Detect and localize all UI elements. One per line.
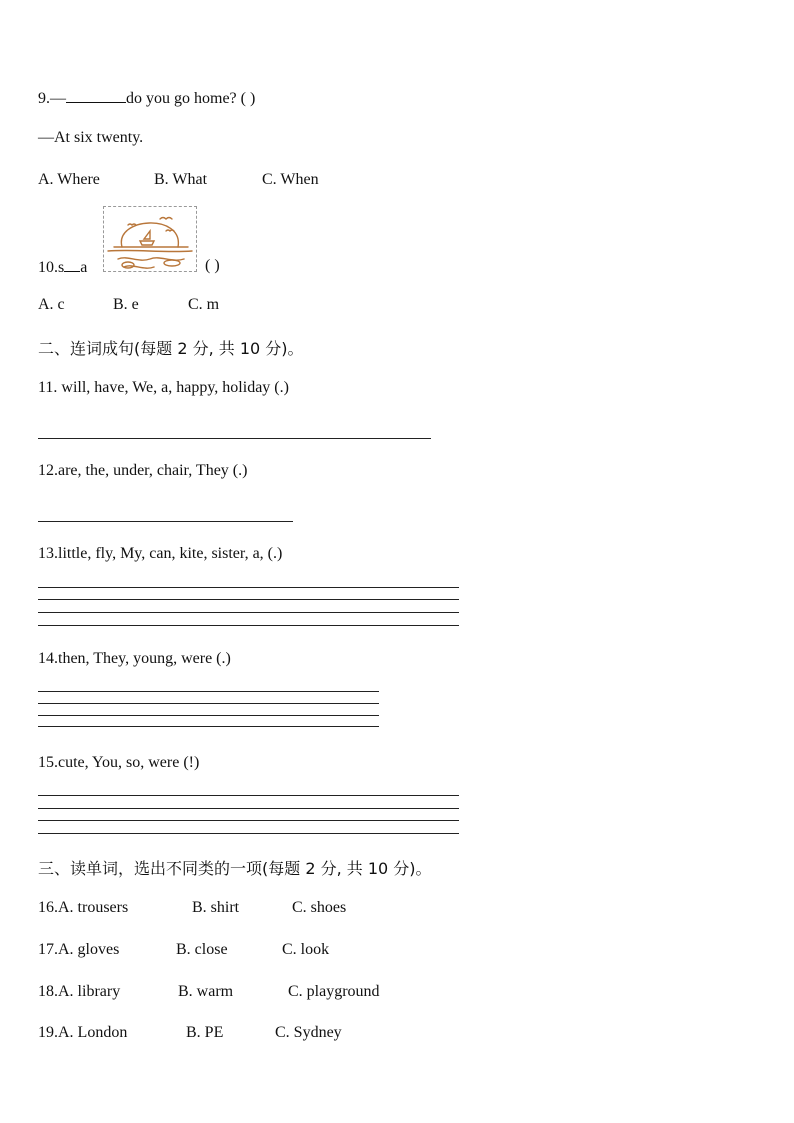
q14-answer-line[interactable] (38, 726, 379, 727)
q18-option-c[interactable]: C. playground (288, 983, 380, 1000)
q9-options (38, 171, 319, 189)
section-2-title: 二、连词成句(每题 2 分, 共 10 分)。 (38, 339, 304, 358)
q13-answer-line[interactable] (38, 599, 459, 600)
q19-option-c[interactable]: C. Sydney (275, 1024, 342, 1041)
q16-option-c[interactable]: C. shoes (292, 899, 347, 916)
question-17 (38, 941, 330, 959)
q17-number: 17. (38, 941, 58, 958)
q10-paren: ( ) (205, 257, 220, 274)
q9-option-b[interactable]: B. What (154, 171, 208, 188)
q10-option-c[interactable]: C. m (188, 296, 220, 313)
q10-prefix: 10.s (38, 259, 65, 276)
q11-answer-line[interactable] (38, 438, 431, 439)
sunset-sea-picture (103, 206, 197, 272)
question-9 (38, 88, 255, 108)
q15-answer-line[interactable] (38, 795, 459, 796)
q12-answer-line[interactable] (38, 521, 293, 522)
q15-answer-line[interactable] (38, 808, 459, 809)
q9-prefix: 9.— (38, 90, 66, 107)
q9-blank[interactable] (66, 88, 126, 103)
q15-answer-line[interactable] (38, 820, 459, 821)
question-11: 11. will, have, We, a, happy, holiday (.) (38, 379, 289, 396)
q17-option-a[interactable]: A. gloves (58, 941, 120, 958)
q13-answer-line[interactable] (38, 587, 459, 588)
q10-option-a[interactable]: A. c (38, 296, 65, 313)
question-18 (38, 983, 380, 1001)
q14-answer-line[interactable] (38, 715, 379, 716)
q9-option-c[interactable]: C. When (262, 171, 319, 188)
q18-option-a[interactable]: A. library (58, 983, 121, 1000)
question-15: 15.cute, You, so, were (!) (38, 754, 200, 771)
sunset-sea-icon (104, 207, 196, 271)
q18-number: 18. (38, 983, 58, 1000)
q15-answer-line[interactable] (38, 833, 459, 834)
q19-option-a[interactable]: A. London (58, 1024, 128, 1041)
q14-answer-line[interactable] (38, 703, 379, 704)
q10-letter: a (80, 259, 88, 276)
question-14: 14.then, They, young, were (.) (38, 650, 231, 667)
q14-answer-line[interactable] (38, 691, 379, 692)
q19-option-b[interactable]: B. PE (186, 1024, 224, 1041)
q18-option-b[interactable]: B. warm (178, 983, 234, 1000)
q17-option-c[interactable]: C. look (282, 941, 330, 958)
q13-answer-line[interactable] (38, 612, 459, 613)
q10-blank[interactable] (64, 257, 80, 272)
q10-options (38, 296, 220, 314)
q16-option-a[interactable]: A. trousers (58, 899, 129, 916)
question-13: 13.little, fly, My, can, kite, sister, a, (.) (38, 545, 283, 562)
q16-number: 16. (38, 899, 58, 916)
q9-answer-line: —At six twenty. (38, 129, 144, 146)
q9-suffix: do you go home? ( ) (126, 90, 256, 107)
question-12: 12.are, the, under, chair, They (.) (38, 462, 248, 479)
q13-answer-line[interactable] (38, 625, 459, 626)
q16-option-b[interactable]: B. shirt (192, 899, 240, 916)
q19-number: 19. (38, 1024, 58, 1041)
question-19 (38, 1024, 342, 1042)
q10-option-b[interactable]: B. e (113, 296, 139, 313)
q9-option-a[interactable]: A. Where (38, 171, 100, 188)
section-3-title: 三、读单词，选出不同类的一项(每题 2 分, 共 10 分)。 (38, 859, 432, 878)
question-16 (38, 899, 347, 917)
q17-option-b[interactable]: B. close (176, 941, 228, 958)
question-10 (38, 257, 220, 277)
